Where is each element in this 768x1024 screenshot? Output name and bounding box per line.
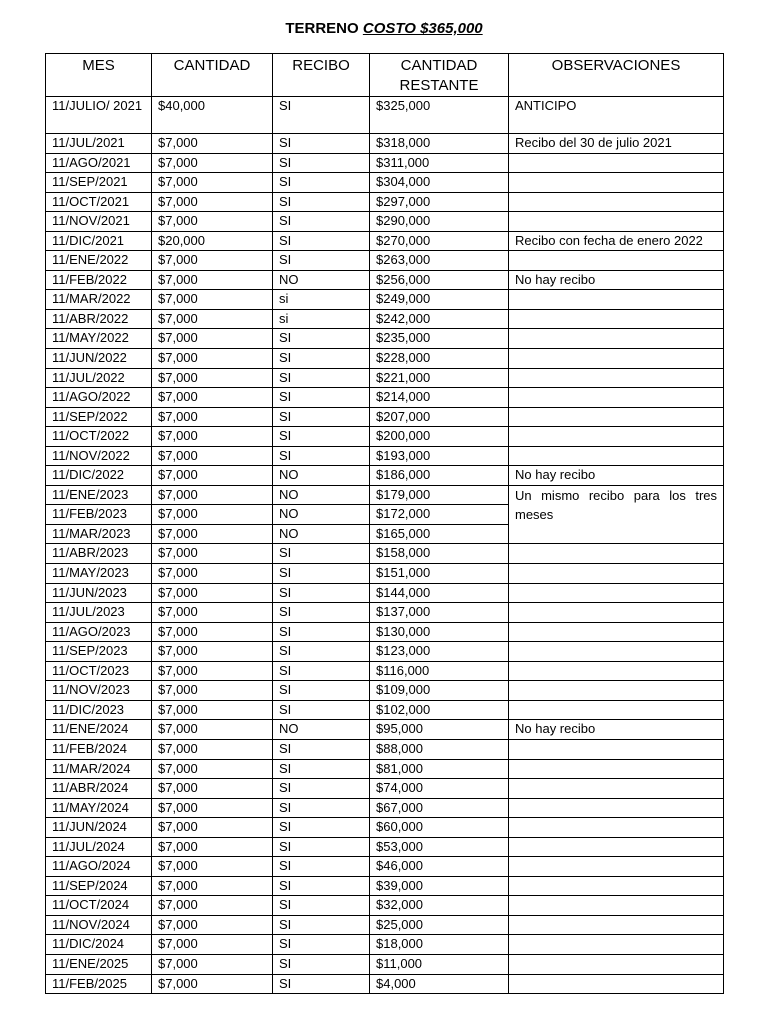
cell-restante: $249,000 [370, 290, 509, 310]
table-row [46, 798, 724, 818]
cell-recibo: SI [273, 192, 370, 212]
cell-cantidad: $7,000 [152, 466, 273, 486]
cell-restante: $60,000 [370, 818, 509, 838]
cell-mes: 11/JUL/2024 [46, 837, 152, 857]
cell-obs [509, 192, 724, 212]
cell-restante: $221,000 [370, 368, 509, 388]
cell-restante: $186,000 [370, 466, 509, 486]
header-recibo: RECIBO [273, 54, 370, 97]
cell-recibo: SI [273, 935, 370, 955]
cell-mes: 11/AGO/2024 [46, 857, 152, 877]
cell-mes: 11/DIC/2024 [46, 935, 152, 955]
cell-recibo: SI [273, 173, 370, 193]
cell-restante: $263,000 [370, 251, 509, 271]
cell-cantidad: $7,000 [152, 251, 273, 271]
cell-cantidad: $40,000 [152, 97, 273, 134]
cell-restante: $270,000 [370, 231, 509, 251]
cell-obs [509, 739, 724, 759]
table-row [46, 544, 724, 564]
table-row [46, 134, 724, 154]
cell-recibo: SI [273, 349, 370, 369]
cell-restante: $109,000 [370, 681, 509, 701]
cell-recibo: SI [273, 427, 370, 447]
cell-cantidad: $7,000 [152, 661, 273, 681]
header-cantidad: CANTIDAD [152, 54, 273, 97]
cell-restante: $81,000 [370, 759, 509, 779]
cell-mes: 11/ENE/2022 [46, 251, 152, 271]
cell-obs [509, 837, 724, 857]
cell-mes: 11/NOV/2022 [46, 446, 152, 466]
cell-cantidad: $7,000 [152, 564, 273, 584]
cell-mes: 11/OCT/2023 [46, 661, 152, 681]
cell-obs [509, 954, 724, 974]
cell-cantidad: $7,000 [152, 505, 273, 525]
payment-table [45, 53, 724, 994]
header-mes: MES [46, 54, 152, 97]
cell-restante: $179,000 [370, 485, 509, 505]
table-row [46, 818, 724, 838]
cell-restante: $297,000 [370, 192, 509, 212]
cell-recibo: SI [273, 700, 370, 720]
table-row [46, 876, 724, 896]
cell-recibo: si [273, 290, 370, 310]
table-row [46, 759, 724, 779]
table-row [46, 290, 724, 310]
cell-restante: $228,000 [370, 349, 509, 369]
cell-restante: $123,000 [370, 642, 509, 662]
table-row [46, 896, 724, 916]
cell-recibo: SI [273, 779, 370, 799]
cell-mes: 11/MAY/2023 [46, 564, 152, 584]
cell-mes: 11/JUL/2022 [46, 368, 152, 388]
cell-mes: 11/ABR/2023 [46, 544, 152, 564]
cell-restante: $32,000 [370, 896, 509, 916]
cell-mes: 11/SEP/2021 [46, 173, 152, 193]
cell-restante: $67,000 [370, 798, 509, 818]
table-row [46, 661, 724, 681]
cell-obs: Recibo del 30 de julio 2021 [509, 134, 724, 154]
cell-restante: $88,000 [370, 739, 509, 759]
cell-recibo: SI [273, 974, 370, 994]
cell-restante: $39,000 [370, 876, 509, 896]
cell-recibo: SI [273, 329, 370, 349]
cell-mes: 11/MAY/2024 [46, 798, 152, 818]
cell-restante: $46,000 [370, 857, 509, 877]
cell-cantidad: $7,000 [152, 779, 273, 799]
table-row [46, 642, 724, 662]
cell-obs [509, 642, 724, 662]
cell-obs [509, 661, 724, 681]
cell-cantidad: $7,000 [152, 837, 273, 857]
cell-restante: $193,000 [370, 446, 509, 466]
cell-obs [509, 700, 724, 720]
cell-mes: 11/DIC/2023 [46, 700, 152, 720]
cell-obs [509, 446, 724, 466]
header-row [46, 54, 724, 97]
table-row [46, 564, 724, 584]
cell-obs [509, 798, 724, 818]
cell-cantidad: $7,000 [152, 935, 273, 955]
table-row [46, 837, 724, 857]
cell-cantidad: $7,000 [152, 974, 273, 994]
cell-cantidad: $7,000 [152, 134, 273, 154]
cell-cantidad: $7,000 [152, 270, 273, 290]
cell-cantidad: $7,000 [152, 915, 273, 935]
table-row [46, 603, 724, 623]
cell-restante: $304,000 [370, 173, 509, 193]
cell-recibo: SI [273, 739, 370, 759]
cell-cantidad: $7,000 [152, 173, 273, 193]
table-row [46, 407, 724, 427]
cell-mes: 11/AGO/2022 [46, 388, 152, 408]
cell-recibo: SI [273, 642, 370, 662]
cell-mes: 11/JUN/2024 [46, 818, 152, 838]
cell-cantidad: $7,000 [152, 485, 273, 505]
cell-cantidad: $7,000 [152, 446, 273, 466]
cell-obs [509, 603, 724, 623]
table-row [46, 622, 724, 642]
cell-mes: 11/FEB/2024 [46, 739, 152, 759]
cell-recibo: SI [273, 857, 370, 877]
cell-restante: $318,000 [370, 134, 509, 154]
table-row [46, 915, 724, 935]
table-row [46, 349, 724, 369]
table-row [46, 309, 724, 329]
table-row [46, 700, 724, 720]
table-row [46, 779, 724, 799]
cell-obs: No hay recibo [509, 466, 724, 486]
cell-restante: $235,000 [370, 329, 509, 349]
cell-mes: 11/OCT/2024 [46, 896, 152, 916]
cell-mes: 11/AGO/2021 [46, 153, 152, 173]
cell-cantidad: $7,000 [152, 290, 273, 310]
cell-cantidad: $7,000 [152, 349, 273, 369]
cell-recibo: SI [273, 368, 370, 388]
cell-recibo: NO [273, 485, 370, 505]
cell-cantidad: $7,000 [152, 603, 273, 623]
cell-cantidad: $7,000 [152, 759, 273, 779]
cell-mes: 11/OCT/2022 [46, 427, 152, 447]
table-row [46, 368, 724, 388]
cell-recibo: SI [273, 564, 370, 584]
cell-mes: 11/ENE/2025 [46, 954, 152, 974]
table-row [46, 192, 724, 212]
cell-cantidad: $7,000 [152, 309, 273, 329]
cell-cantidad: $7,000 [152, 153, 273, 173]
cell-mes: 11/SEP/2022 [46, 407, 152, 427]
cell-cantidad: $7,000 [152, 583, 273, 603]
cell-obs: Un mismo recibo para los tres meses [509, 485, 724, 544]
cell-obs [509, 212, 724, 232]
cell-restante: $311,000 [370, 153, 509, 173]
table-row [46, 935, 724, 955]
cell-mes: 11/SEP/2024 [46, 876, 152, 896]
table-row [46, 485, 724, 505]
document-title [0, 19, 768, 39]
cell-restante: $144,000 [370, 583, 509, 603]
cell-cantidad: $7,000 [152, 388, 273, 408]
cell-obs [509, 173, 724, 193]
cell-recibo: NO [273, 270, 370, 290]
cell-restante: $172,000 [370, 505, 509, 525]
cell-obs [509, 974, 724, 994]
table-row [46, 583, 724, 603]
cell-recibo: si [273, 309, 370, 329]
table-row [46, 153, 724, 173]
cell-restante: $242,000 [370, 309, 509, 329]
cell-recibo: NO [273, 524, 370, 544]
cell-restante: $290,000 [370, 212, 509, 232]
cell-mes: 11/ENE/2024 [46, 720, 152, 740]
table-row [46, 720, 724, 740]
cell-mes: 11/FEB/2025 [46, 974, 152, 994]
cell-restante: $130,000 [370, 622, 509, 642]
table-row [46, 270, 724, 290]
cell-mes: 11/FEB/2022 [46, 270, 152, 290]
cell-recibo: SI [273, 97, 370, 134]
cell-obs [509, 583, 724, 603]
cell-recibo: NO [273, 720, 370, 740]
cell-cantidad: $7,000 [152, 192, 273, 212]
cell-cantidad: $7,000 [152, 857, 273, 877]
cell-restante: $256,000 [370, 270, 509, 290]
cell-recibo: SI [273, 896, 370, 916]
cell-mes: 11/DIC/2022 [46, 466, 152, 486]
cell-restante: $137,000 [370, 603, 509, 623]
cell-restante: $207,000 [370, 407, 509, 427]
table-row [46, 954, 724, 974]
cell-recibo: SI [273, 915, 370, 935]
cell-cantidad: $7,000 [152, 954, 273, 974]
cell-cantidad: $7,000 [152, 818, 273, 838]
cell-obs [509, 818, 724, 838]
cell-recibo: SI [273, 446, 370, 466]
cell-obs [509, 309, 724, 329]
cell-restante: $4,000 [370, 974, 509, 994]
cell-obs [509, 290, 724, 310]
cell-obs [509, 349, 724, 369]
cell-cantidad: $7,000 [152, 407, 273, 427]
cell-restante: $200,000 [370, 427, 509, 447]
cell-cantidad: $7,000 [152, 739, 273, 759]
cell-obs [509, 622, 724, 642]
cell-obs [509, 388, 724, 408]
cell-mes: 11/NOV/2021 [46, 212, 152, 232]
cell-mes: 11/ABR/2022 [46, 309, 152, 329]
cell-cantidad: $7,000 [152, 622, 273, 642]
cell-restante: $102,000 [370, 700, 509, 720]
cell-cantidad: $7,000 [152, 876, 273, 896]
cell-mes: 11/JUN/2023 [46, 583, 152, 603]
cell-mes: 11/MAR/2022 [46, 290, 152, 310]
cell-obs [509, 564, 724, 584]
cell-recibo: SI [273, 681, 370, 701]
header-observaciones: OBSERVACIONES [509, 54, 724, 97]
table-row [46, 251, 724, 271]
cell-restante: $74,000 [370, 779, 509, 799]
table-row [46, 97, 724, 134]
table-body [46, 97, 724, 994]
header-cantidad-restante: CANTIDAD RESTANTE [370, 54, 509, 97]
cell-cantidad: $7,000 [152, 524, 273, 544]
cell-mes: 11/FEB/2023 [46, 505, 152, 525]
cell-mes: 11/JUL/2021 [46, 134, 152, 154]
cell-recibo: SI [273, 954, 370, 974]
cell-cantidad: $7,000 [152, 798, 273, 818]
cell-recibo: SI [273, 603, 370, 623]
cell-mes: 11/MAR/2024 [46, 759, 152, 779]
cell-cantidad: $7,000 [152, 212, 273, 232]
cell-restante: $116,000 [370, 661, 509, 681]
cell-cantidad: $20,000 [152, 231, 273, 251]
cell-mes: 11/JULIO/ 2021 [46, 97, 152, 134]
cell-obs [509, 427, 724, 447]
cell-mes: 11/JUL/2023 [46, 603, 152, 623]
cell-obs [509, 368, 724, 388]
cell-cantidad: $7,000 [152, 544, 273, 564]
cell-recibo: SI [273, 622, 370, 642]
cell-recibo: SI [273, 661, 370, 681]
cell-obs: ANTICIPO [509, 97, 724, 134]
cell-obs [509, 779, 724, 799]
cell-mes: 11/AGO/2023 [46, 622, 152, 642]
cell-recibo: NO [273, 505, 370, 525]
cell-mes: 11/ENE/2023 [46, 485, 152, 505]
cell-mes: 11/ABR/2024 [46, 779, 152, 799]
cell-obs: No hay recibo [509, 720, 724, 740]
cell-recibo: SI [273, 153, 370, 173]
cell-obs: Recibo con fecha de enero 2022 [509, 231, 724, 251]
cell-cantidad: $7,000 [152, 368, 273, 388]
cell-obs [509, 935, 724, 955]
cell-recibo: SI [273, 818, 370, 838]
table-row [46, 857, 724, 877]
table-row [46, 466, 724, 486]
table-row [46, 427, 724, 447]
cell-mes: 11/NOV/2024 [46, 915, 152, 935]
cell-recibo: SI [273, 876, 370, 896]
cell-obs [509, 544, 724, 564]
cell-cantidad: $7,000 [152, 642, 273, 662]
cell-cantidad: $7,000 [152, 681, 273, 701]
cell-obs [509, 153, 724, 173]
cell-obs [509, 407, 724, 427]
cell-restante: $165,000 [370, 524, 509, 544]
cell-recibo: SI [273, 407, 370, 427]
cell-cantidad: $7,000 [152, 700, 273, 720]
cell-recibo: SI [273, 583, 370, 603]
table-row [46, 212, 724, 232]
cell-recibo: SI [273, 231, 370, 251]
table-row [46, 329, 724, 349]
cell-cantidad: $7,000 [152, 427, 273, 447]
cell-mes: 11/MAY/2022 [46, 329, 152, 349]
cell-obs [509, 915, 724, 935]
cell-mes: 11/SEP/2023 [46, 642, 152, 662]
cell-cantidad: $7,000 [152, 329, 273, 349]
cell-recibo: SI [273, 212, 370, 232]
cell-restante: $214,000 [370, 388, 509, 408]
cell-cantidad: $7,000 [152, 720, 273, 740]
table-row [46, 739, 724, 759]
cell-recibo: SI [273, 837, 370, 857]
table-row [46, 231, 724, 251]
cell-obs [509, 876, 724, 896]
cell-mes: 11/DIC/2021 [46, 231, 152, 251]
cell-restante: $18,000 [370, 935, 509, 955]
cell-cantidad: $7,000 [152, 896, 273, 916]
cell-obs [509, 329, 724, 349]
cell-mes: 11/JUN/2022 [46, 349, 152, 369]
cell-mes: 11/NOV/2023 [46, 681, 152, 701]
cell-recibo: SI [273, 388, 370, 408]
cell-restante: $95,000 [370, 720, 509, 740]
cell-obs [509, 251, 724, 271]
cell-obs [509, 857, 724, 877]
cell-restante: $151,000 [370, 564, 509, 584]
table-row [46, 388, 724, 408]
cell-recibo: NO [273, 466, 370, 486]
title-cost: COSTO $365,000 [362, 20, 483, 37]
cell-restante: $53,000 [370, 837, 509, 857]
table-row [46, 173, 724, 193]
cell-mes: 11/OCT/2021 [46, 192, 152, 212]
table-row [46, 974, 724, 994]
cell-restante: $158,000 [370, 544, 509, 564]
cell-recibo: SI [273, 544, 370, 564]
cell-obs [509, 759, 724, 779]
cell-obs [509, 896, 724, 916]
table-row [46, 681, 724, 701]
cell-recibo: SI [273, 798, 370, 818]
cell-recibo: SI [273, 134, 370, 154]
cell-restante: $11,000 [370, 954, 509, 974]
cell-restante: $25,000 [370, 915, 509, 935]
cell-obs [509, 681, 724, 701]
cell-restante: $325,000 [370, 97, 509, 134]
cell-obs: No hay recibo [509, 270, 724, 290]
cell-recibo: SI [273, 251, 370, 271]
cell-mes: 11/MAR/2023 [46, 524, 152, 544]
table-row [46, 446, 724, 466]
cell-recibo: SI [273, 759, 370, 779]
title-prefix: TERRENO [285, 20, 359, 37]
